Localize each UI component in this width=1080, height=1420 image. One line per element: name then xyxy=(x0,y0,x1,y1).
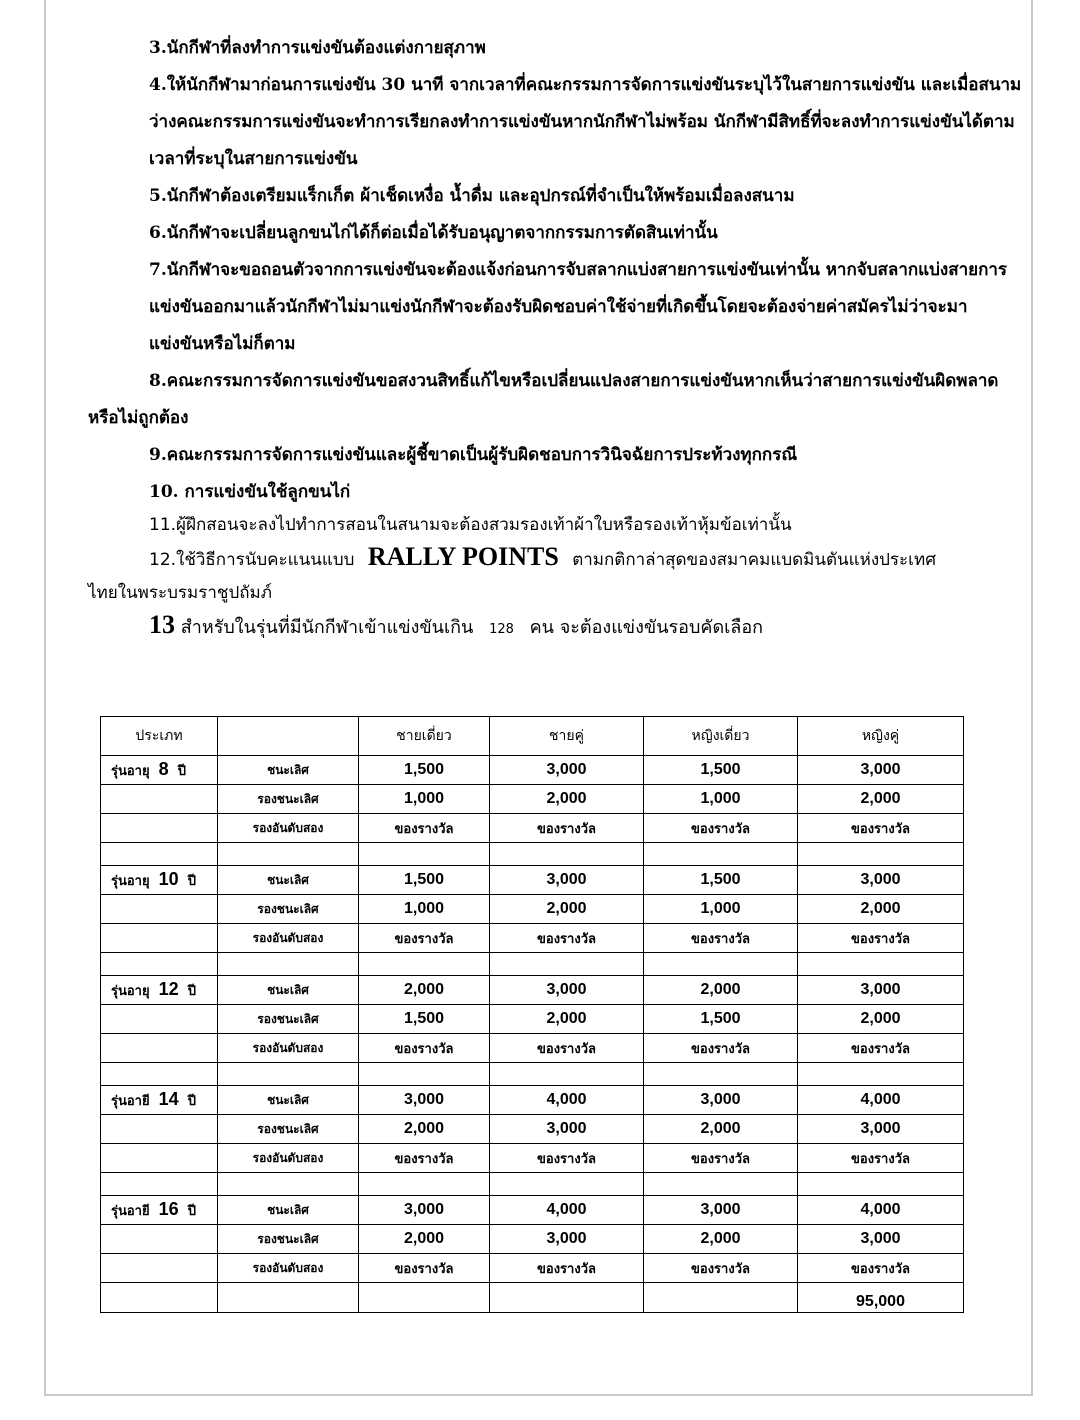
prize-money-cell: 1,500 xyxy=(644,1005,798,1034)
rule-10: 10. การแข่งขันใช้ลูกขนไก่ xyxy=(149,482,351,502)
table-row xyxy=(101,756,964,785)
rule-13-number: 13 xyxy=(149,610,175,639)
header-category: ประเภท xyxy=(101,717,218,756)
placement-cell: ชนะเลิศ xyxy=(218,1086,359,1115)
empty-cell xyxy=(798,1173,964,1196)
prize-money-cell: 1,500 xyxy=(644,756,798,785)
rule-11: 11.ผู้ฝึกสอนจะลงไปทำการสอนในสนามจะต้องสวมรองเท้าผ้าใบหรือรองเท้าหุ้มข้อเท่านั้น xyxy=(149,515,792,535)
prize-gift-cell: ของรางวัล xyxy=(490,1254,644,1283)
total-row xyxy=(101,1283,964,1313)
table-row xyxy=(101,924,964,953)
prize-money-cell: 2,000 xyxy=(644,1115,798,1144)
empty-cell xyxy=(490,843,644,866)
empty-cell xyxy=(490,1173,644,1196)
age-group-label: รุ่นอายี xyxy=(111,1204,150,1219)
placement-cell: รองอันดับสอง xyxy=(218,1144,359,1173)
rule-7-line-3: แข่งขันหรือไม่ก็ตาม xyxy=(149,334,296,354)
empty-cell xyxy=(101,1063,218,1086)
empty-cell xyxy=(218,1283,359,1313)
rule-8-line-2: หรือไม่ถูกต้อง xyxy=(88,408,189,428)
age-group-label: รุ่นอายุ xyxy=(111,764,150,779)
rule-5: 5.นักกีฬาต้องเตรียมแร็กเก็ต ผ้าเช็ดเหงื่อ น้ำดื่ม และอุปกรณ์ที่จำเป็นให้พร้อมเมื่อลงสนาม xyxy=(149,186,795,206)
prize-gift-cell: ของรางวัล xyxy=(798,1144,964,1173)
prize-money-cell: 3,000 xyxy=(798,976,964,1005)
prize-gift-cell: ของรางวัล xyxy=(798,814,964,843)
prize-money-cell: 2,000 xyxy=(644,1225,798,1254)
prize-money-cell: 2,000 xyxy=(490,895,644,924)
age-category-cell xyxy=(101,1225,218,1254)
prize-gift-cell: ของรางวัล xyxy=(359,924,490,953)
empty-cell xyxy=(359,1063,490,1086)
age-group-label: รุ่นอายุ xyxy=(111,984,150,999)
empty-cell xyxy=(359,1173,490,1196)
prize-gift-cell: ของรางวัล xyxy=(490,1034,644,1063)
empty-cell xyxy=(359,1283,490,1313)
empty-cell xyxy=(101,1173,218,1196)
rule-4-line-2: ว่างคณะกรรมการแข่งขันจะทำการเรียกลงทำการแข่งขันหากนักกีฬาไม่พร้อม นักกีฬามีสิทธิ์ที่จะลงทำการแข่งขันได้ตาม xyxy=(149,112,1015,132)
prize-money-cell: 1,000 xyxy=(359,895,490,924)
table-row xyxy=(101,1225,964,1254)
prize-money-cell: 3,000 xyxy=(798,866,964,895)
age-group-number: 14 xyxy=(158,1089,179,1109)
age-group-label: รุ่นอายุ xyxy=(111,874,150,889)
spacer-row xyxy=(101,953,964,976)
prize-gift-cell: ของรางวัล xyxy=(798,1254,964,1283)
spacer-row xyxy=(101,1063,964,1086)
prize-money-cell: 2,000 xyxy=(798,895,964,924)
table-row xyxy=(101,866,964,895)
rule-8-line-1: 8.คณะกรรมการจัดการแข่งขันขอสงวนสิทธิ์แก้ไขหรือเปลี่ยนแปลงสายการแข่งขันหากเห็นว่าสายการแข่งขันผิดพลาด xyxy=(149,371,999,391)
table-row xyxy=(101,1196,964,1225)
table-row xyxy=(101,785,964,814)
empty-cell xyxy=(798,953,964,976)
empty-cell xyxy=(798,1063,964,1086)
placement-cell: ชนะเลิศ xyxy=(218,1196,359,1225)
empty-cell xyxy=(644,1173,798,1196)
age-category-cell xyxy=(101,924,218,953)
prize-gift-cell: ของรางวัล xyxy=(359,1144,490,1173)
empty-cell xyxy=(218,843,359,866)
prize-gift-cell: ของรางวัล xyxy=(644,1034,798,1063)
placement-cell: รองชนะเลิศ xyxy=(218,1115,359,1144)
rally-points-text: RALLY POINTS xyxy=(367,542,559,571)
prize-money-cell: 3,000 xyxy=(798,1225,964,1254)
age-category-cell xyxy=(101,1115,218,1144)
rule-4-line-3: เวลาที่ระบุในสายการแข่งขัน xyxy=(149,149,358,169)
header-mens-singles: ชายเดี่ยว xyxy=(359,717,490,756)
header-place xyxy=(218,717,359,756)
prize-table xyxy=(100,716,964,1313)
age-group-unit: ปี xyxy=(187,1094,197,1109)
table-row xyxy=(101,1115,964,1144)
empty-cell xyxy=(101,953,218,976)
spacer-row xyxy=(101,1173,964,1196)
age-category-cell xyxy=(101,895,218,924)
rule-12-suffix: ตามกติกาล่าสุดของสมาคมแบดมินตันแห่งประเทศ xyxy=(572,550,936,570)
placement-cell: รองชนะเลิศ xyxy=(218,1005,359,1034)
rule-12-prefix: 12.ใช้วิธีการนับคะแนนแบบ xyxy=(149,550,355,570)
age-group-label: รุ่นอายี xyxy=(111,1094,150,1109)
prize-gift-cell: ของรางวัล xyxy=(798,1034,964,1063)
rule-7-line-2: แข่งขันออกมาแล้วนักกีฬาไม่มาแข่งนักกีฬาจะต้องรับผิดชอบค่าใช้จ่ายที่เกิดขึ้นโดยจะต้องจ่ายค่าสมัครไม่ว่าจะมา xyxy=(149,297,968,317)
rule-13-suffix: คน จะต้องแข่งขันรอบคัดเลือก xyxy=(529,617,764,638)
rule-13-prefix: สำหรับในรุ่นที่มีนักกีฬาเข้าแข่งขันเกิน xyxy=(180,617,474,638)
prize-money-cell: 3,000 xyxy=(798,1115,964,1144)
empty-cell xyxy=(101,1283,218,1313)
prize-money-cell: 3,000 xyxy=(359,1086,490,1115)
prize-money-cell: 2,000 xyxy=(359,976,490,1005)
prize-money-cell: 3,000 xyxy=(798,756,964,785)
empty-cell xyxy=(218,953,359,976)
empty-cell xyxy=(644,1063,798,1086)
empty-cell xyxy=(218,1173,359,1196)
age-category-cell xyxy=(101,1254,218,1283)
rule-12-line-1 xyxy=(149,542,936,573)
table-row xyxy=(101,1005,964,1034)
table-row xyxy=(101,1144,964,1173)
prize-gift-cell: ของรางวัล xyxy=(798,924,964,953)
prize-money-cell: 3,000 xyxy=(490,976,644,1005)
header-mens-doubles: ชายคู่ xyxy=(490,717,644,756)
age-category-cell xyxy=(101,976,218,1005)
empty-cell xyxy=(490,953,644,976)
rule-6: 6.นักกีฬาจะเปลี่ยนลูกขนไก่ได้ก็ต่อเมื่อได้รับอนุญาตจากกรรมการตัดสินเท่านั้น xyxy=(149,223,718,243)
prize-money-cell: 1,500 xyxy=(359,756,490,785)
empty-cell xyxy=(101,843,218,866)
placement-cell: ชนะเลิศ xyxy=(218,866,359,895)
placement-cell: รองชนะเลิศ xyxy=(218,785,359,814)
age-category-cell xyxy=(101,1086,218,1115)
age-group-unit: ปี xyxy=(187,984,197,999)
table-row xyxy=(101,976,964,1005)
prize-money-cell: 4,000 xyxy=(798,1196,964,1225)
age-category-cell xyxy=(101,1005,218,1034)
empty-cell xyxy=(490,1063,644,1086)
placement-cell: รองอันดับสอง xyxy=(218,924,359,953)
rule-4-line-1: 4.ให้นักกีฬามาก่อนการแข่งขัน 30 นาที จากเวลาที่คณะกรรมการจัดการแข่งขันระบุไว้ในสายการแข่งขัน และเมื่อสนาม xyxy=(149,75,1022,95)
age-category-cell xyxy=(101,785,218,814)
prize-money-cell: 2,000 xyxy=(644,976,798,1005)
age-group-number: 16 xyxy=(158,1199,179,1219)
prize-money-cell: 1,500 xyxy=(644,866,798,895)
prize-money-cell: 3,000 xyxy=(644,1196,798,1225)
header-womens-singles: หญิงเดี่ยว xyxy=(644,717,798,756)
prize-money-cell: 3,000 xyxy=(490,756,644,785)
prize-gift-cell: ของรางวัล xyxy=(490,924,644,953)
table-row xyxy=(101,1034,964,1063)
rule-13-count: 128 xyxy=(489,622,514,637)
prize-money-cell: 2,000 xyxy=(359,1115,490,1144)
age-group-number: 8 xyxy=(158,759,169,779)
empty-cell xyxy=(644,953,798,976)
placement-cell: รองชนะเลิศ xyxy=(218,895,359,924)
placement-cell: รองอันดับสอง xyxy=(218,1254,359,1283)
prize-money-cell: 4,000 xyxy=(798,1086,964,1115)
age-category-cell xyxy=(101,756,218,785)
prize-money-cell: 3,000 xyxy=(490,1115,644,1144)
spacer-row xyxy=(101,843,964,866)
prize-money-cell: 1,000 xyxy=(644,895,798,924)
prize-gift-cell: ของรางวัล xyxy=(359,814,490,843)
prize-money-cell: 2,000 xyxy=(798,1005,964,1034)
prize-money-cell: 4,000 xyxy=(490,1086,644,1115)
age-group-unit: ปี xyxy=(187,874,197,889)
table-row xyxy=(101,895,964,924)
rule-9: 9.คณะกรรมการจัดการแข่งขันและผู้ชี้ขาดเป็นผู้รับผิดชอบการวินิจฉัยการประท้วงทุกกรณี xyxy=(149,445,798,465)
table-header-row xyxy=(101,717,964,756)
empty-cell xyxy=(218,1063,359,1086)
table-row xyxy=(101,1254,964,1283)
table-row xyxy=(101,1086,964,1115)
empty-cell xyxy=(644,843,798,866)
age-group-number: 12 xyxy=(158,979,179,999)
empty-cell xyxy=(359,843,490,866)
prize-gift-cell: ของรางวัล xyxy=(644,924,798,953)
age-group-unit: ปี xyxy=(187,1204,197,1219)
prize-money-cell: 1,000 xyxy=(644,785,798,814)
empty-cell xyxy=(359,953,490,976)
rule-12-line-2: ไทยในพระบรมราชูปถัมภ์ xyxy=(88,583,272,603)
placement-cell: ชนะเลิศ xyxy=(218,976,359,1005)
prize-money-cell: 3,000 xyxy=(490,866,644,895)
prize-money-cell: 4,000 xyxy=(490,1196,644,1225)
placement-cell: ชนะเลิศ xyxy=(218,756,359,785)
placement-cell: รองอันดับสอง xyxy=(218,1034,359,1063)
placement-cell: รองชนะเลิศ xyxy=(218,1225,359,1254)
prize-gift-cell: ของรางวัล xyxy=(490,1144,644,1173)
prize-money-cell: 2,000 xyxy=(490,1005,644,1034)
prize-gift-cell: ของรางวัล xyxy=(359,1254,490,1283)
prize-gift-cell: ของรางวัล xyxy=(490,814,644,843)
age-category-cell xyxy=(101,1196,218,1225)
age-category-cell xyxy=(101,1034,218,1063)
prize-money-cell: 1,500 xyxy=(359,866,490,895)
prize-gift-cell: ของรางวัล xyxy=(359,1034,490,1063)
total-amount: 95,000 xyxy=(798,1283,964,1313)
prize-money-cell: 2,000 xyxy=(798,785,964,814)
prize-gift-cell: ของรางวัล xyxy=(644,1144,798,1173)
empty-cell xyxy=(644,1283,798,1313)
rule-13 xyxy=(149,610,763,641)
prize-gift-cell: ของรางวัล xyxy=(644,814,798,843)
empty-cell xyxy=(490,1283,644,1313)
table-row xyxy=(101,814,964,843)
age-category-cell xyxy=(101,1144,218,1173)
age-category-cell xyxy=(101,814,218,843)
empty-cell xyxy=(798,843,964,866)
prize-money-cell: 3,000 xyxy=(490,1225,644,1254)
prize-money-cell: 3,000 xyxy=(359,1196,490,1225)
rule-7-line-1: 7.นักกีฬาจะขอถอนตัวจากการแข่งขันจะต้องแจ้งก่อนการจับสลากแบ่งสายการแข่งขันเท่านั้น หากจับสลากแบ่งสายการ xyxy=(149,260,1008,280)
prize-gift-cell: ของรางวัล xyxy=(644,1254,798,1283)
age-group-number: 10 xyxy=(158,869,179,889)
age-category-cell xyxy=(101,866,218,895)
rule-3: 3.นักกีฬาที่ลงทำการแข่งขันต้องแต่งกายสุภาพ xyxy=(149,38,486,58)
placement-cell: รองอันดับสอง xyxy=(218,814,359,843)
age-group-unit: ปี xyxy=(177,764,186,779)
prize-money-cell: 1,000 xyxy=(359,785,490,814)
header-womens-doubles: หญิงคู่ xyxy=(798,717,964,756)
prize-money-cell: 2,000 xyxy=(490,785,644,814)
prize-money-cell: 2,000 xyxy=(359,1225,490,1254)
prize-money-cell: 1,500 xyxy=(359,1005,490,1034)
prize-money-cell: 3,000 xyxy=(644,1086,798,1115)
